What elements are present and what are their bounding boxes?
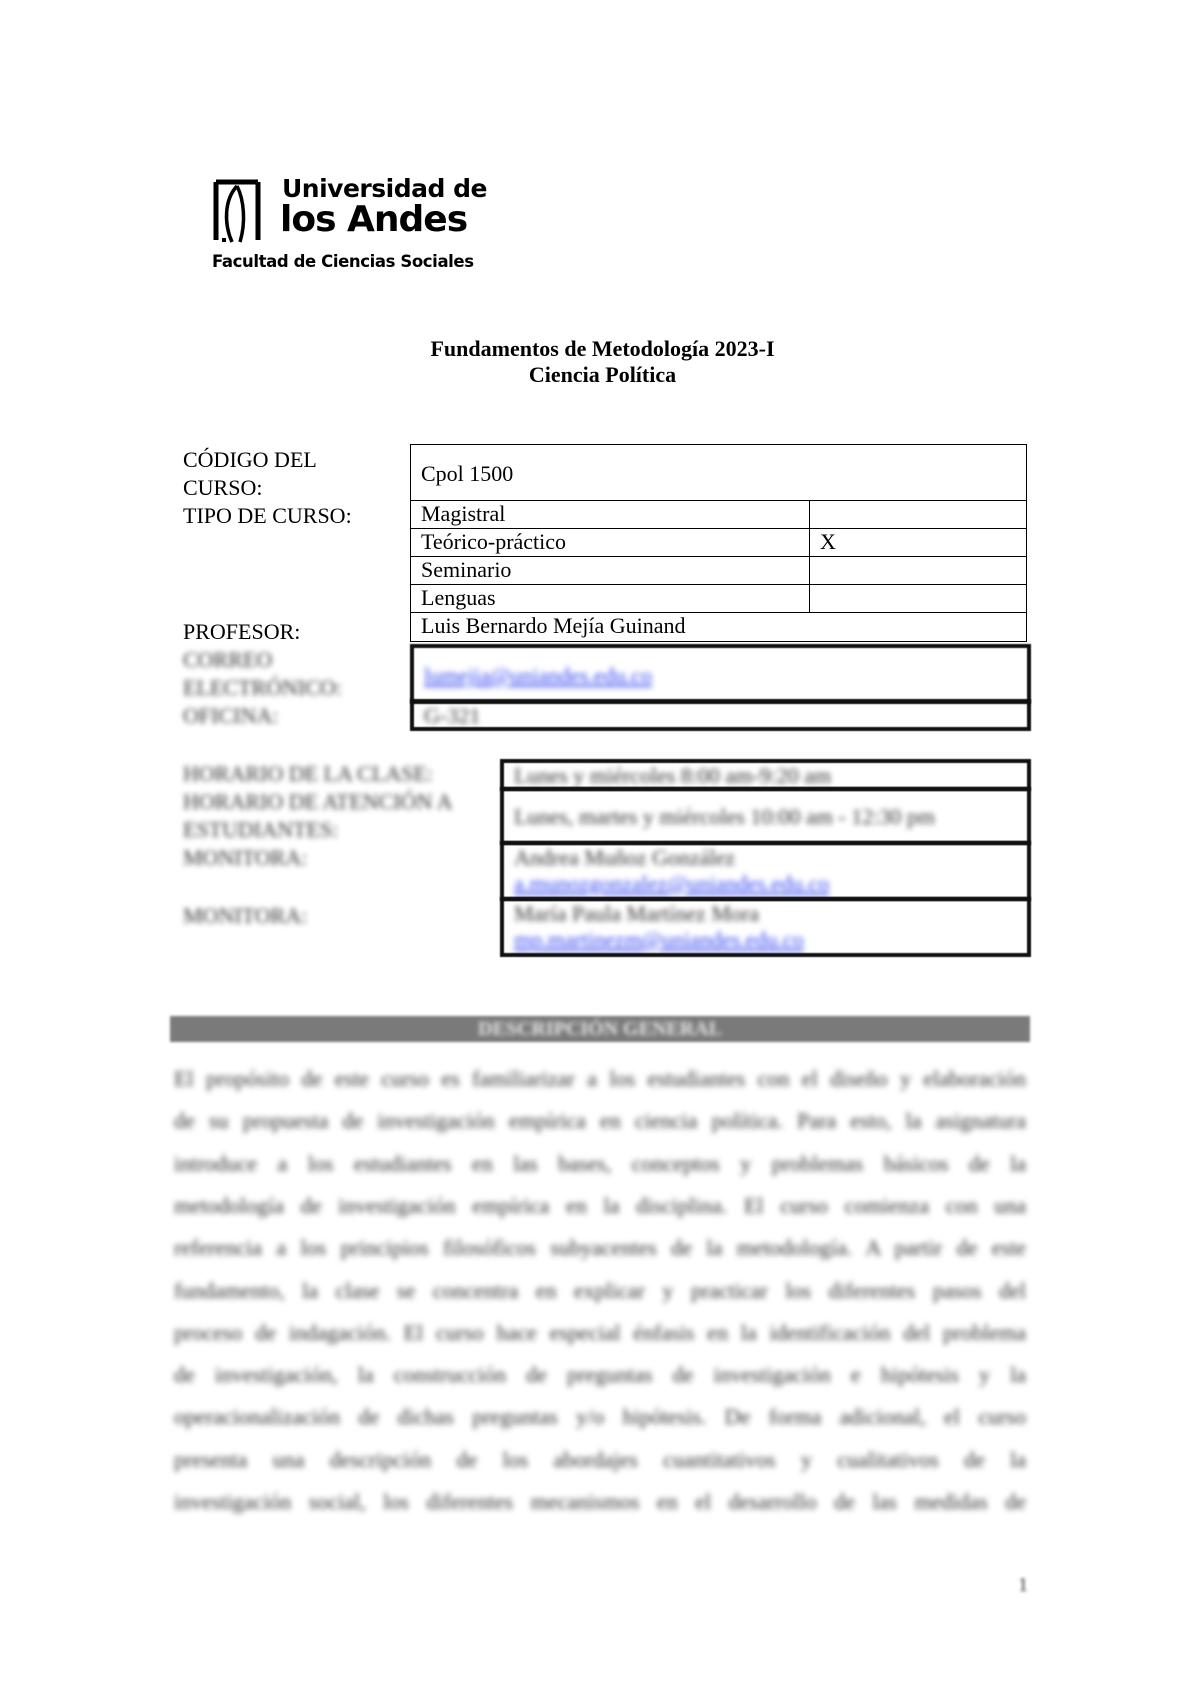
- monitora-1-email[interactable]: a.munozgonzalez@uniandes.edu.co: [514, 871, 830, 896]
- paragraph-line: proceso de indagación. El curso hace especial énfasis en la identificación del problema: [174, 1319, 1026, 1345]
- tipo-row-name: Lenguas: [410, 584, 810, 613]
- label-tipo: TIPO DE CURSO:: [183, 503, 352, 528]
- label-monitora-1: MONITORA:: [183, 845, 308, 870]
- andes-logo-icon: [212, 176, 262, 246]
- tipo-row-mark: [809, 584, 1027, 613]
- horario-atencion-cell: [500, 787, 1031, 845]
- horario-clase-value: Lunes y miércoles 8:00 am-9:20 am: [514, 763, 832, 788]
- horario-atencion-value: Lunes, martes y miércoles 10:00 am - 12:30 pm: [514, 804, 935, 829]
- label-horario-atencion: HORARIO DE ATENCIÓN A ESTUDIANTES:: [183, 789, 452, 842]
- paragraph-line: presenta una descripción de los abordajes cuantitativos y cualitativos de la: [174, 1446, 1026, 1472]
- paragraph-line: fundamento, la clase se concentra en explicar y practicar los diferentes pasos del: [174, 1277, 1026, 1303]
- oficina-value: G-321: [424, 703, 481, 728]
- logo-text-line2: los Andes: [280, 199, 468, 240]
- tipo-row-mark: X: [809, 528, 1027, 557]
- correo-link[interactable]: lumejia@uniandes.edu.co: [424, 663, 652, 688]
- monitora-2-email[interactable]: mp.martinezm@uniandes.edu.co: [514, 927, 804, 952]
- label-correo: CORREO ELECTRÓNICO:: [183, 647, 342, 700]
- section-header: DESCRIPCIÓN GENERAL: [478, 1018, 722, 1040]
- label-codigo: CÓDIGO DEL CURSO:: [183, 447, 316, 500]
- codigo-cell: Cpol 1500: [410, 444, 1027, 501]
- university-logo: [212, 174, 487, 274]
- page-number: 1: [1018, 1574, 1028, 1596]
- label-oficina: OFICINA:: [183, 703, 279, 728]
- paragraph-line: El propósito de este curso es familiarizar a los estudiantes con el diseño y elaboración: [174, 1066, 1026, 1091]
- label-horario-clase: HORARIO DE LA CLASE:: [183, 761, 433, 786]
- program-title: Ciencia Política: [528, 362, 677, 387]
- tipo-row-name: Teórico-práctico: [410, 528, 810, 557]
- oficina-cell: [410, 699, 1031, 731]
- tipo-row-mark: [809, 500, 1027, 529]
- monitora-2-name: María Paula Martínez Mora: [514, 901, 759, 926]
- label-profesor: PROFESOR:: [183, 619, 301, 644]
- monitora-1-name: Andrea Muñoz González: [514, 845, 736, 870]
- paragraph-line: operacionalización de dichas preguntas y/o hipótesis. De forma adicional, el curso: [174, 1404, 1026, 1430]
- logo-text-line1: Universidad de: [282, 174, 487, 203]
- logo-faculty: Facultad de Ciencias Sociales: [212, 252, 474, 271]
- monitora-1-cell: [500, 841, 1031, 901]
- paragraph-line: de investigación, la construcción de preguntas de investigación e hipótesis y la: [174, 1362, 1026, 1388]
- tipo-row-mark: [809, 556, 1027, 585]
- monitora-2-cell: [500, 897, 1031, 957]
- paragraph-line: investigación social, los diferentes mecanismos en el desarrollo de las medidas de: [174, 1489, 1026, 1514]
- paragraph-line: introduce a los estudiantes en las bases, conceptos y problemas básicos de la: [174, 1150, 1026, 1176]
- tipo-row-name: Magistral: [410, 500, 810, 529]
- paragraph-line: metodología de investigación empírica en la disciplina. El curso comienza con una: [174, 1192, 1026, 1218]
- label-monitora-2: MONITORA:: [183, 903, 308, 928]
- course-title: Fundamentos de Metodología 2023-I: [430, 336, 775, 361]
- profesor-cell: Luis Bernardo Mejía Guinand: [410, 612, 1027, 642]
- paragraph-line: referencia a los principios filosóficos subyacentes de la metodología. A partir de este: [174, 1235, 1026, 1261]
- paragraph-line: de su propuesta de investigación empírica en ciencia política. Para esto, la asignatura: [174, 1108, 1026, 1134]
- tipo-row-name: Seminario: [410, 556, 810, 585]
- correo-cell: [410, 644, 1031, 704]
